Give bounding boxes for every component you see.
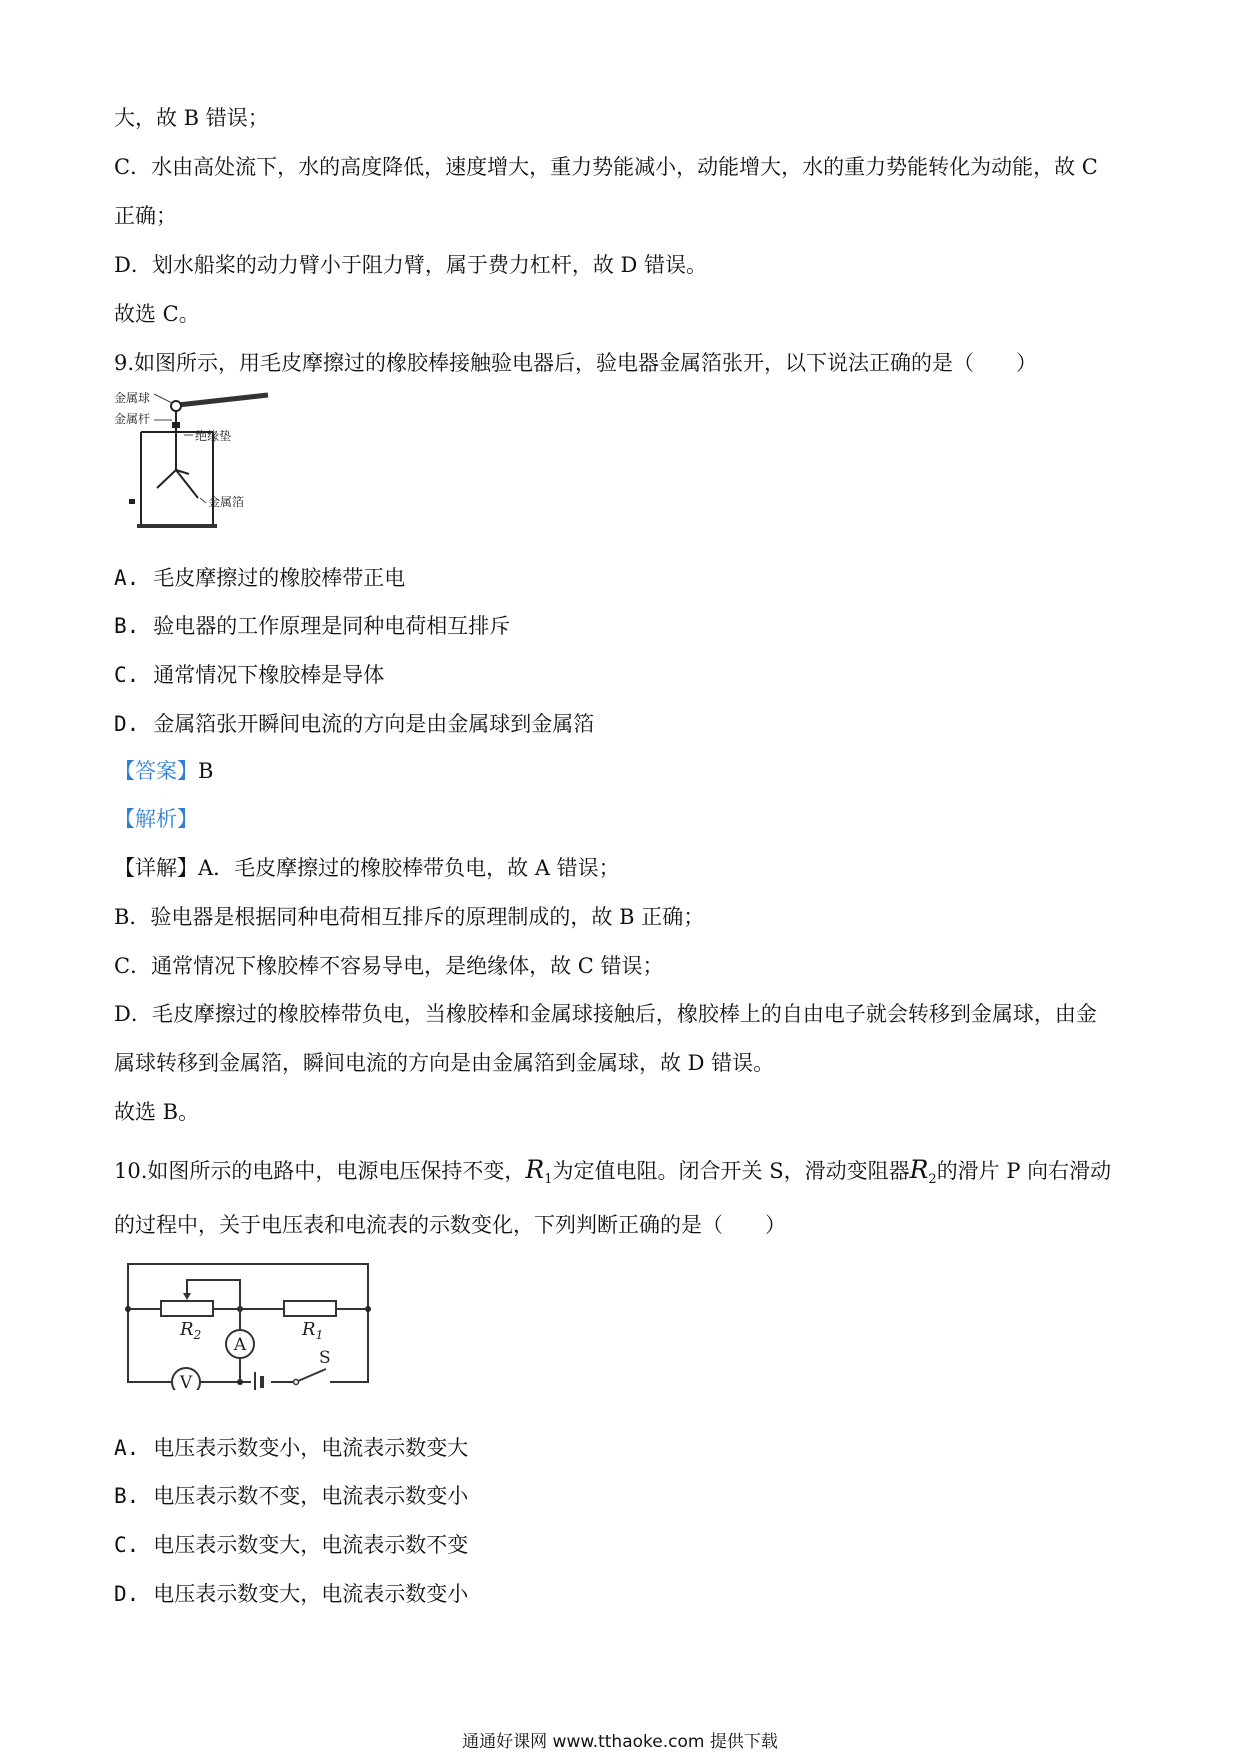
analysis-line: C．通常情况下橡胶棒不容易导电，是绝缘体，故 C 错误； (114, 954, 664, 978)
voltmeter-label: V (179, 1373, 193, 1390)
ammeter-label: A (233, 1335, 247, 1355)
circuit-diagram (114, 1258, 384, 1390)
r2-label: $R_2$ (180, 1319, 202, 1342)
r1-label: $R_1$ (302, 1319, 324, 1342)
q9-option-b: B. 验电器的工作原理是同种电荷相互排斥 (114, 614, 511, 638)
q9-option-d: D. 金属箔张开瞬间电流的方向是由金属球到金属箔 (114, 712, 595, 736)
text-line: 正确； (114, 204, 177, 228)
text-line: 故选 C。 (114, 302, 200, 326)
analysis-line: B．验电器是根据同种电荷相互排斥的原理制成的，故 B 正确； (114, 905, 705, 929)
label-metal-foil: 金属箔 (208, 495, 245, 509)
text-line: 大，故 B 错误； (114, 106, 269, 130)
q10-option-c: C. 电压表示数变大，电流表示数不变 (114, 1533, 469, 1557)
analysis-tag: 【解析】 (114, 807, 198, 831)
q9-option-a: A. 毛皮摩擦过的橡胶棒带正电 (114, 566, 406, 590)
q10-stem: 10.如图所示的电路中，电源电压保持不变，$R_1$为定值电阻。闭合开关 S，滑动变阻器$R_2$的滑片 P 向右滑动 (114, 1155, 1112, 1188)
analysis-line: 属球转移到金属箔，瞬间电流的方向是由金属箔到金属球，故 D 错误。 (114, 1051, 775, 1075)
label-metal-ball: 金属球 (114, 392, 151, 405)
analysis-line: D．毛皮摩擦过的橡胶棒带负电，当橡胶棒和金属球接触后，橡胶棒上的自由电子就会转移到金属球，由金 (114, 1002, 1097, 1026)
q10-stem-line2: 的过程中，关于电压表和电流表的示数变化，下列判断正确的是（ ） (114, 1213, 786, 1237)
q10-option-b: B. 电压表示数不变，电流表示数变小 (114, 1484, 469, 1508)
analysis-line: 故选 B。 (114, 1100, 200, 1124)
analysis-line: 【详解】A．毛皮摩擦过的橡胶棒带负电，故 A 错误； (114, 856, 620, 880)
q9-stem: 9.如图所示，用毛皮摩擦过的橡胶棒接触验电器后，验电器金属箔张开，以下说法正确的是（ ） (114, 351, 1038, 375)
page-footer: 通通好课网 www.tthaoke.com 提供下载 (462, 1732, 778, 1752)
answer-line: 【答案】B (114, 759, 214, 783)
label-metal-rod: 金属杆 (114, 412, 151, 426)
q10-option-a: A. 电压表示数变小，电流表示数变大 (114, 1436, 469, 1460)
label-insulator: 绝缘垫 (195, 429, 232, 443)
text-line: D．划水船桨的动力臂小于阻力臂，属于费力杠杆，故 D 错误。 (114, 253, 708, 277)
q10-option-d: D. 电压表示数变大，电流表示数变小 (114, 1582, 469, 1606)
electroscope-figure (114, 392, 274, 540)
q9-option-c: C. 通常情况下橡胶棒是导体 (114, 663, 385, 687)
switch-label: S (319, 1348, 331, 1368)
text-line: C．水由高处流下，水的高度降低，速度增大，重力势能减小，动能增大，水的重力势能转化为动能，故 C (114, 155, 1098, 179)
